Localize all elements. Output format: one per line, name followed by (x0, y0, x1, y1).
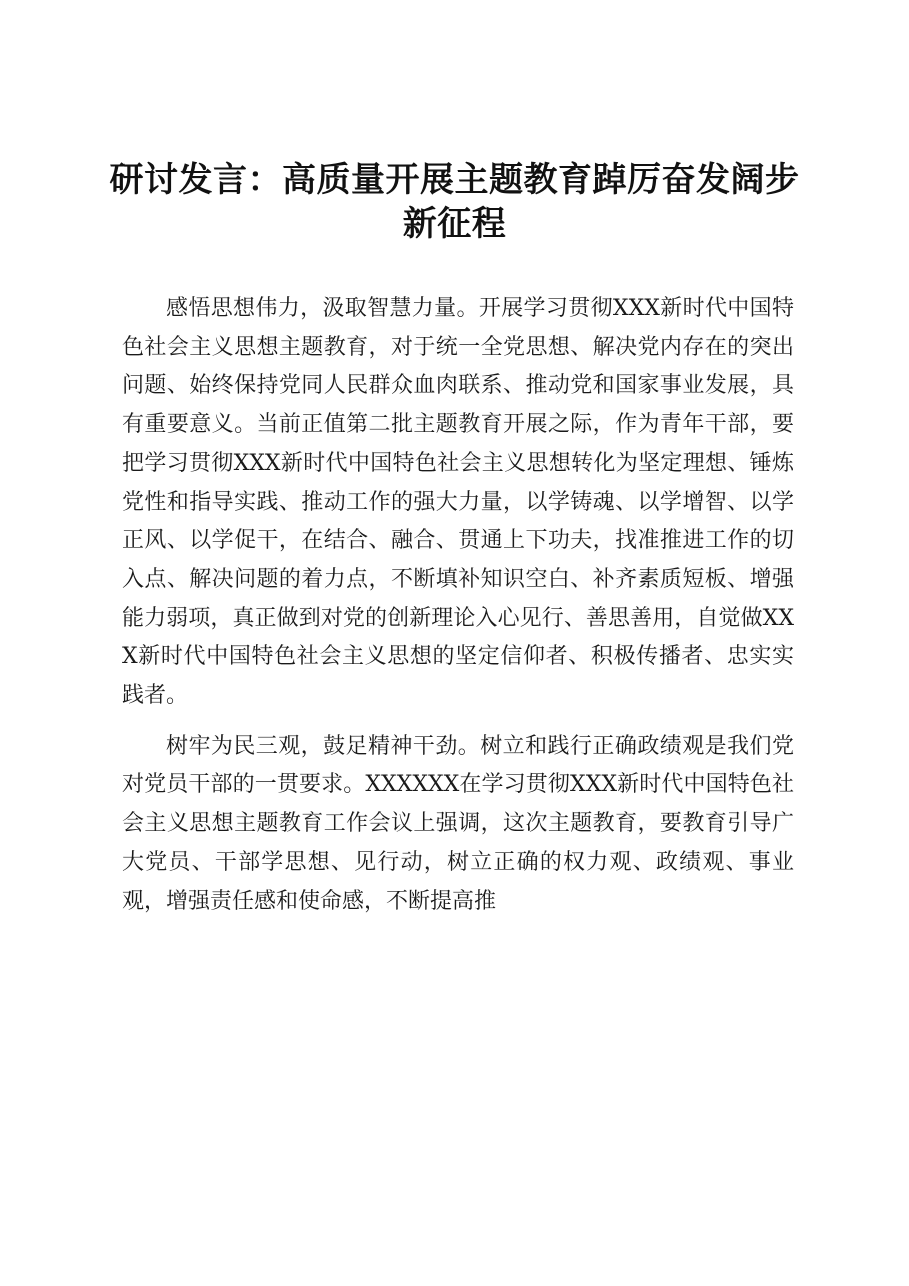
document-body (122, 290, 794, 921)
paragraph-1: 感悟思想伟力，汲取智慧力量。开展学习贯彻XXX新时代中国特色社会主义思想主题教育，对于统一全党思想、解决党内存在的突出问题、始终保持党同人民群众血肉联系、推动党和国家事业发展，具有重要意义。当前正值第二批主题教育开展之际，作为青年干部，要把学习贯彻XXX新时代中国特色社会主义思想转化为坚定理想、锤炼党性和指导实践、推动工作的强大力量，以学铸魂、以学增智、以学正风、以学促干，在结合、融合、贯通上下功夫，找准推进工作的切入点、解决问题的着力点，不断填补知识空白、补齐素质短板、增强能力弱项，真正做到对党的创新理论入心见行、善思善用，自觉做XXX新时代中国特色社会主义思想的坚定信仰者、积极传播者、忠实实践者。 (122, 296, 794, 709)
document-title (105, 158, 805, 246)
title-line-2: 新征程 (402, 204, 507, 244)
paragraph-2: 树牢为民三观，鼓足精神干劲。树立和践行正确政绩观是我们党对党员干部的一贯要求。XXXXXX在学习贯彻XXX新时代中国特色社会主义思想主题教育工作会议上强调，这次主题教育，要教育引导广大党员、干部学思想、见行动，树立正确的权力观、政绩观、事业观，增强责任感和使命感，不断提高推 (122, 733, 794, 914)
title-line-1: 研讨发言：高质量开展主题教育踔厉奋发阔步 (109, 160, 800, 200)
